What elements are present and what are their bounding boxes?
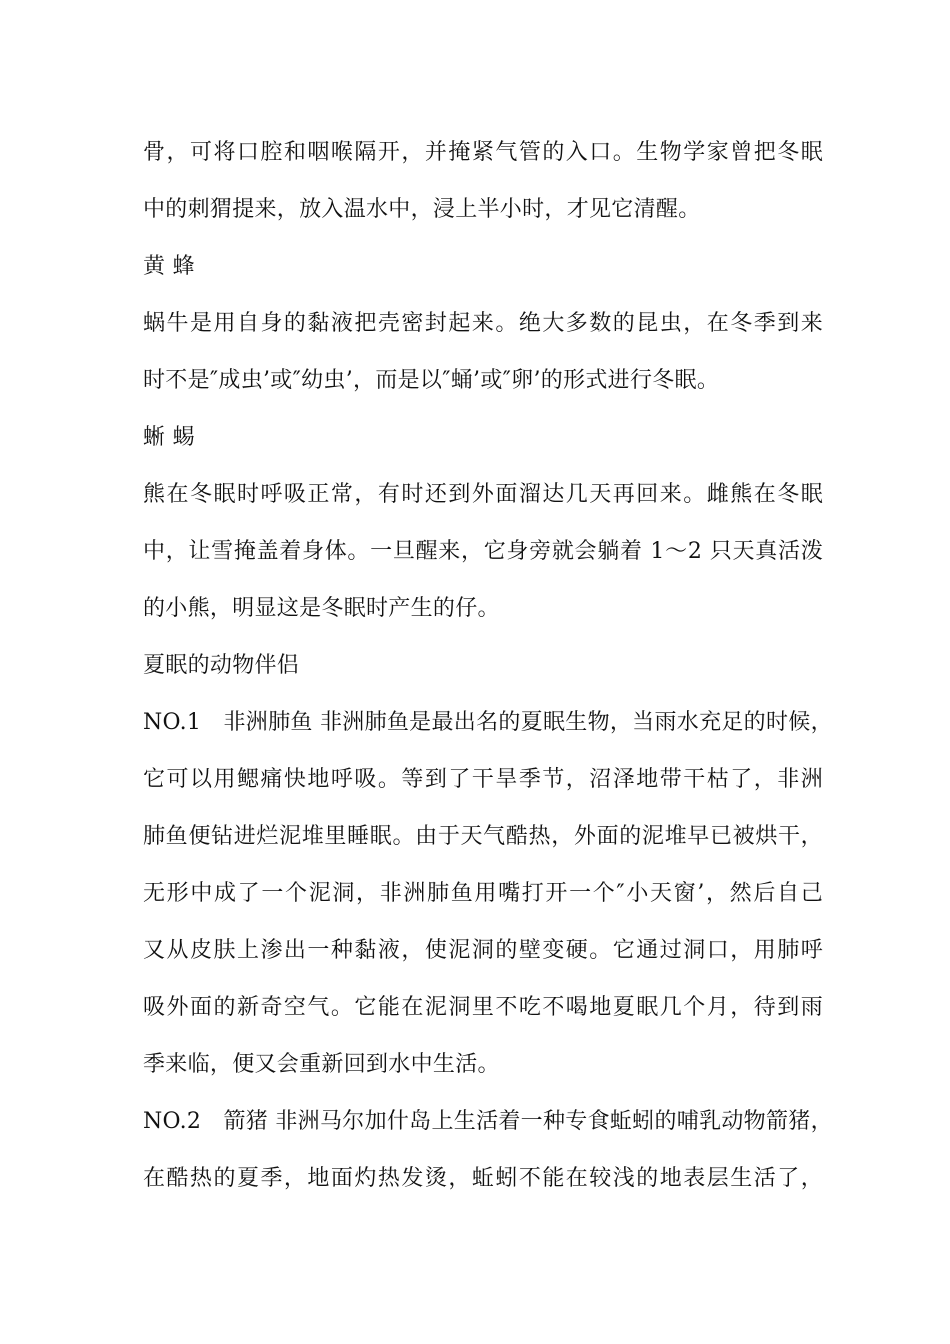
paragraph-line: 吸外面的新奇空气。它能在泥洞里不吃不喝地夏眠几个月，待到雨 bbox=[143, 995, 823, 1020]
paragraph-line: 肺鱼便钻进烂泥堆里睡眠。由于天气酷热，外面的泥堆早已被烘干， bbox=[143, 824, 823, 849]
paragraph-line: 蜗牛是用自身的黏液把壳密封起来。绝大多数的昆虫，在冬季到来 bbox=[143, 311, 823, 336]
paragraph-line: 熊在冬眠时呼吸正常，有时还到外面溜达几天再回来。雌熊在冬眠 bbox=[143, 482, 823, 507]
paragraph-line: NO.2 箭猪 非洲马尔加什岛上生活着一种专食蚯蚓的哺乳动物箭猪， bbox=[143, 1109, 833, 1134]
section-heading: 黄 蜂 bbox=[143, 254, 195, 279]
paragraph-line: NO.1 非洲肺鱼 非洲肺鱼是最出名的夏眠生物，当雨水充足的时候， bbox=[143, 710, 833, 735]
paragraph-line: 中，让雪掩盖着身体。一旦醒来，它身旁就会躺着 1～2 只天真活泼 bbox=[143, 539, 823, 564]
section-heading: 夏眠的动物伴侣 bbox=[143, 653, 300, 678]
paragraph-line: 在酷热的夏季，地面灼热发烫，蚯蚓不能在较浅的地表层生活了， bbox=[143, 1166, 823, 1191]
paragraph-line: 骨，可将口腔和咽喉隔开，并掩紧气管的入口。生物学家曾把冬眠 bbox=[143, 140, 823, 165]
paragraph-line: 季来临，便又会重新回到水中生活。 bbox=[143, 1052, 500, 1077]
paragraph-line: 无形中成了一个泥洞，非洲肺鱼用嘴打开一个″小天窗’，然后自己 bbox=[143, 881, 823, 906]
document-body bbox=[143, 131, 833, 1214]
paragraph-line: 又从皮肤上渗出一种黏液，使泥洞的壁变硬。它通过洞口，用肺呼 bbox=[143, 938, 823, 963]
paragraph-line: 它可以用鳃痛快地呼吸。等到了干旱季节，沼泽地带干枯了，非洲 bbox=[143, 767, 823, 792]
section-heading: 蜥 蜴 bbox=[143, 425, 195, 450]
paragraph-line: 的小熊，明显这是冬眠时产生的仔。 bbox=[143, 596, 500, 621]
paragraph-line: 中的刺猬提来，放入温水中，浸上半小时，才见它清醒。 bbox=[143, 197, 701, 222]
paragraph-line: 时不是″成虫’或″幼虫’，而是以″蛹’或″卵’的形式进行冬眠。 bbox=[143, 368, 720, 393]
